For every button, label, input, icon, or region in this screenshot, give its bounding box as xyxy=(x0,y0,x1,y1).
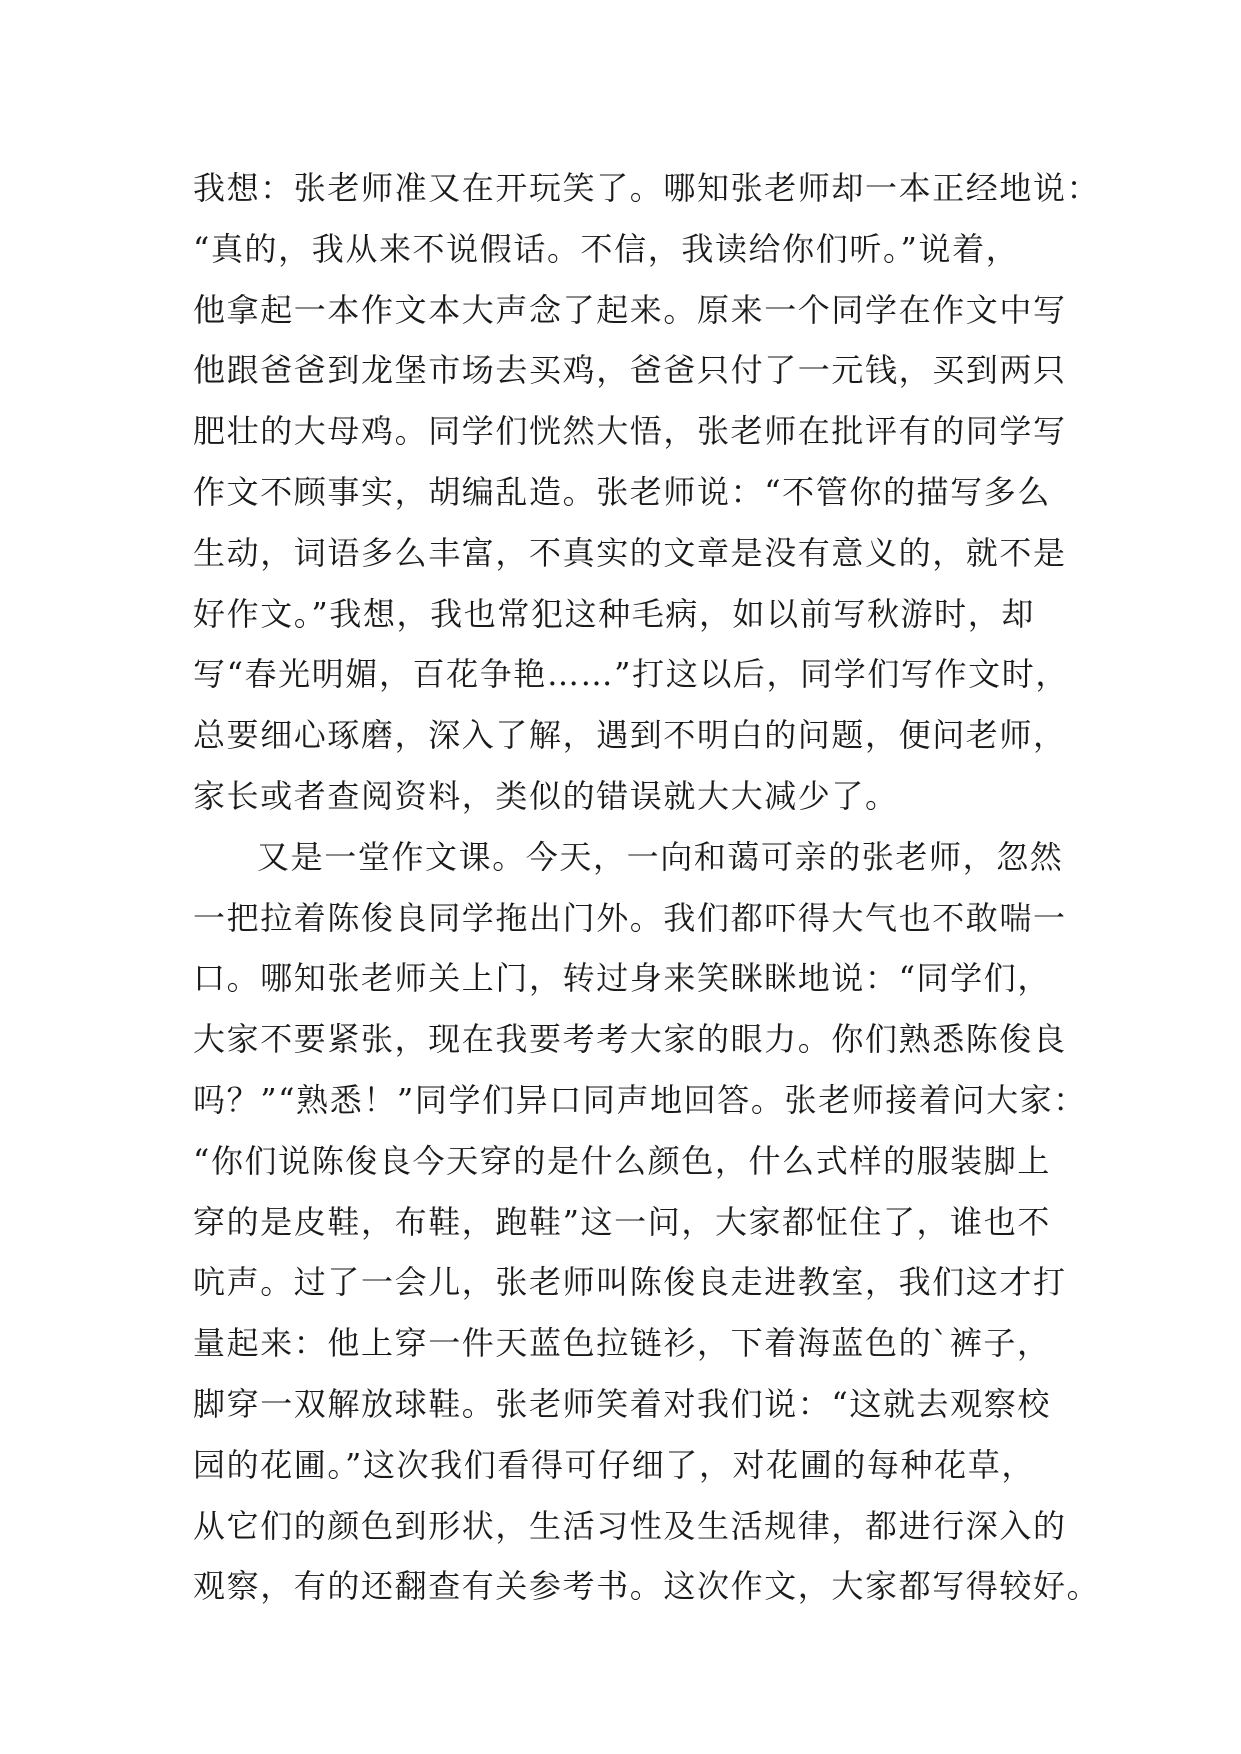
document-body xyxy=(193,166,1101,1625)
text-line: 观察，有的还翻查有关参考书。这次作文，大家都写得较好。 xyxy=(193,1567,1101,1606)
text-line: 吗？”“熟悉！”同学们异口同声地回答。张老师接着问大家： xyxy=(193,1080,1087,1119)
text-line: 总要细心琢磨，深入了解，遇到不明白的问题，便问老师， xyxy=(193,716,1067,755)
text-line: 一把拉着陈俊良同学拖出门外。我们都吓得大气也不敢喘一 xyxy=(193,898,1067,937)
text-line: 量起来：他上穿一件天蓝色拉链衫，下着海蓝色的`裤子， xyxy=(193,1324,1051,1363)
text-line: 我想：张老师准又在开玩笑了。哪知张老师却一本正经地说： xyxy=(193,169,1101,207)
text-line: 肥壮的大母鸡。同学们恍然大悟，张老师在批评有的同学写 xyxy=(193,412,1067,451)
text-line: “真的，我从来不说假话。不信，我读给你们听。”说着， xyxy=(193,229,1020,268)
text-line: 家长或者查阅资料，类似的错误就大大减少了。 xyxy=(193,776,899,815)
text-line: 他跟爸爸到龙堡市场去买鸡，爸爸只付了一元钱，买到两只 xyxy=(193,351,1067,390)
text-line: 写“春光明媚，百花争艳……”打这以后，同学们写作文时， xyxy=(193,655,1069,694)
text-line: 园的花圃。”这次我们看得可仔细了，对花圃的每种花草， xyxy=(193,1445,1035,1484)
text-line: 好作文。”我想，我也常犯这种毛病，如以前写秋游时，却 xyxy=(193,594,1035,633)
text-line: 穿的是皮鞋，布鞋，跑鞋”这一问，大家都怔住了，谁也不 xyxy=(193,1202,1051,1241)
paragraph-1 xyxy=(193,166,1101,835)
text-line: 他拿起一本作文本大声念了起来。原来一个同学在作文中写 xyxy=(193,290,1067,329)
text-line: 作文不顾事实，胡编乱造。张老师说：“不管你的描写多么 xyxy=(193,472,1051,511)
text-line: 生动，词语多么丰富，不真实的文章是没有意义的，就不是 xyxy=(193,533,1067,572)
text-line-indented: 又是一堂作文课。今天，一向和蔼可亲的张老师，忽然 xyxy=(257,837,1064,876)
paragraph-2 xyxy=(193,835,1101,1625)
text-line: 从它们的颜色到形状，生活习性及生活规律，都进行深入的 xyxy=(193,1506,1067,1545)
text-line: 吭声。过了一会儿，张老师叫陈俊良走进教室，我们这才打 xyxy=(193,1263,1067,1302)
text-line: 大家不要紧张，现在我要考考大家的眼力。你们熟悉陈俊良 xyxy=(193,1020,1067,1059)
text-line: “你们说陈俊良今天穿的是什么颜色，什么式样的服装脚上 xyxy=(193,1141,1051,1180)
text-line: 口。哪知张老师关上门，转过身来笑眯眯地说：“同学们， xyxy=(193,959,1051,998)
text-line: 脚穿一双解放球鞋。张老师笑着对我们说：“这就去观察校 xyxy=(193,1384,1051,1423)
